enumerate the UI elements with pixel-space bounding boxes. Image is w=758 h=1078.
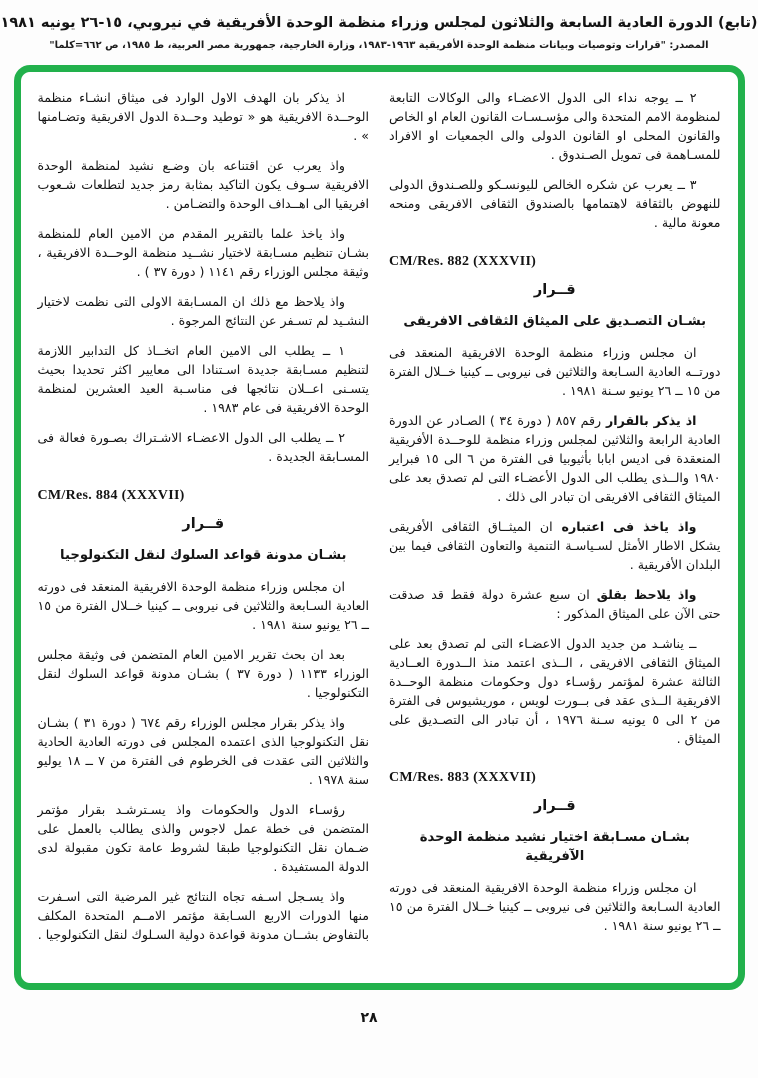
arabic-paragraph: ٣ ــ يعرب عن شكره الخالص لليونسـكو وللصـندوق الدولى للنهوض بالثقافة لاهتمامها بالصندوق الثقافى الافريقى ومنحه معونة مالية . xyxy=(389,177,721,230)
page-header xyxy=(0,0,758,51)
arabic-paragraph: واذ يلاحظ بقلق ان سبع عشرة دولة فقط قد صدقت حتى الآن على الميثاق المذكور : xyxy=(389,587,721,621)
decision-subject: بشـان التصـديق على الميثاق الثقافى الافريقى xyxy=(403,314,707,329)
content-frame xyxy=(14,65,745,990)
arabic-paragraph: ١ ــ يطلب الى الامين العام اتخــاذ كل التدابير اللازمة لتنظيم مسـابقة جديدة اسـتنادا الى معايير اكثر تحديدا بحيث يتسـنى اعــلان نتائجها فى مناسـبة العيد العشرين لمنظمة الوحدة الافريقية فى عام ١٩٨٣ . xyxy=(37,343,369,415)
arabic-paragraph: اذ يذكر بان الهدف الاول الوارد فى ميثاق انشـاء منظمة الوحــدة الافريقية هو « توطيد وحــدة الدول الافريقية وتضـامنها » . xyxy=(37,90,369,143)
arabic-paragraph: ٢ ــ يوجه نداء الى الدول الاعضـاء والى الوكالات التابعة لمنظومة الامم المتحدة والى مؤسـسـات القانون العام او الخاص والقانون المحلى او القانون الدولى والى الجمعيات او الافراد للمسـاهمة فى تمويل الصـندوق . xyxy=(389,90,721,162)
arabic-paragraph: رؤسـاء الدول والحكومات واذ يسـترشـد بقرار مؤتمر المتضمن فى خطة عمل لاجوس والذى يطالب بالعمل على ضـمان نقل التكنولوجيا طبقا لشروط عامة تكون مقبولة لدى الدولة المستفيدة . xyxy=(37,802,369,874)
page-number: ٢٨ xyxy=(360,1010,378,1026)
column-first xyxy=(389,88,721,983)
resolution-code: CM/Res. 882 (XXXVII) xyxy=(389,254,537,269)
paragraph-lead-bold: واذ يلاحظ بقلق xyxy=(589,587,697,602)
arabic-paragraph: واذ يسـجل اسـفه تجاه النتائج غير المرضية التى اسـفرت منها الدورات الاربع السـابقة مؤتمر الامــم المتحدة المكلف بالتفاوض بشــان مدونة قواعدة دولية السـلوك لنقل التكنولوجيا . xyxy=(37,889,369,942)
decision-title: قــرار xyxy=(182,516,225,532)
decision-title: قــرار xyxy=(533,282,576,298)
session-title: (تابع) الدورة العادية السابعة والثلاثون لمجلس وزراء منظمة الوحدة الأفريقية في نيروبي، ١٥-٢٦ يونيه ١٩٨١ xyxy=(0,15,758,31)
arabic-paragraph: ان مجلس وزراء منظمة الوحدة الافريقية المنعقد فى دورته العادية السـابعة والثلاثين فى نيروبى ــ كينيا خــلال الفترة من ١٥ ــ ٢٦ يونيو سنة ١٩٨١ . xyxy=(37,579,369,632)
paragraph-lead-bold: واذ ياخذ فى اعتباره xyxy=(552,519,697,534)
arabic-paragraph: ــ يناشـد من جديد الدول الاعضـاء التى لم تصدق بعد على الميثاق الثقافى الافريقى ، الــذى اعتمد منذ الــدورة العــادية الثالثة عشرة لمؤتمر رؤسـاء دول وحكومات منظمة الوحــدة الافريقية الــذى عقد فى بــورت لويس ، موريشيوس فى الفترة من ٢ الى ٥ يونيه سـنة ١٩٧٦ ، أن تبادر الى التصـديق على الميثاق . xyxy=(389,636,721,746)
decision-subject: بشـان مسـابقة اختيار نشيد منظمة الوحدة الآفريقية xyxy=(419,830,690,864)
arabic-paragraph: واذ ياخذ فى اعتباره ان الميثــاق الثقافى الأفريقى يشكل الاطار الأمثل لسـياسـة التنمية والتعاون الثقافى فيما بين البلدان الأفريقية . xyxy=(389,519,721,572)
decision-title: قــرار xyxy=(533,798,576,814)
paragraph-lead-bold: اذ يذكر بالقرار xyxy=(601,413,697,428)
column-second xyxy=(38,88,370,983)
arabic-paragraph: واذ يذكر بقرار مجلس الوزراء رقم ٦٧٤ ( دورة ٣١ ) بشـان نقل التكنولوجيا الذى اعتمده المجلس فى دورته العادية الحادية والثلاثين التى عقدت فى الخرطوم فى الفترة من ٧ ــ ١٨ يوليو سنة ١٩٧٨ . xyxy=(37,715,369,787)
resolution-code: CM/Res. 883 (XXXVII) xyxy=(389,770,537,785)
arabic-paragraph: واذ يعرب عن اقتناعه بان وضـع نشيد لمنظمة الوحدة الافريقية سـوف يكون التاكيد بمثابة رمز جديد لتطلعات شـعوب افريقيا الى اهــداف الوحدة والتضـامن . xyxy=(37,158,369,211)
decision-subject: بشـان مدونة قواعد السلوك لنقل التكنولوجيا xyxy=(60,548,347,563)
arabic-paragraph: اذ يذكر بالقرار رقم ٨٥٧ ( دورة ٣٤ ) الصـادر عن الدورة العادية الرابعة والثلاثين لمجلس وزراء منظمة للوحــدة الأفريقية المنعقدة فى اديس ابابا بأثيوبيا فى الفترة من ٦ الى ١٥ فبراير ١٩٨٠ والــذى يطلب الى الدول الأعضـاء التى لم تصدق بعد على الميثاق الثقافى الافريقى ان تبادر الى ذلك . xyxy=(389,413,721,504)
source-note: المصدر: "قرارات وتوصيات وبيانات منظمة الوحدة الأفريقية ١٩٦٣-١٩٨٣، وزارة الخارجية، جمهورية مصر العربية، ط ١٩٨٥، ص ٦٦٢=كلما" xyxy=(49,40,709,51)
arabic-paragraph: ٢ ــ يطلب الى الدول الاعضـاء الاشـتراك بصـورة فعالة فى المسـابقة الجديدة . xyxy=(37,430,369,464)
arabic-paragraph: واذ يلاحظ مع ذلك ان المسـابقة الاولى التى نظمت لاختيار النشـيد لم تسـفر عن النتائج المرجوة . xyxy=(37,294,369,328)
arabic-paragraph: ان مجلس وزراء منظمة الوحدة الافريقية المنعقد فى دورته العادية السـابعة والثلاثين فى نيروبى ــ كينيا خــلال الفترة من ١٥ ــ ٢٦ يونيو سنة ١٩٨١ . xyxy=(389,880,721,933)
arabic-paragraph: بعد ان بحث تقرير الامين العام المتضمن فى وثيقة مجلس الوزراء ١١٣٣ ( دورة ٣٧ ) بشـان مدونة قواعد السلوك لنقل التكنولوجيا . xyxy=(37,647,370,700)
arabic-paragraph: ان مجلس وزراء منظمة الوحدة الافريقية المنعقد فى دورتــه العادية السـابعة والثلاثين فى نيروبى ــ كينيا خــلال الفترة من ١٥ ــ ٢٦ يونيو سـنة ١٩٨١ . xyxy=(389,345,721,398)
resolution-code: CM/Res. 884 (XXXVII) xyxy=(37,488,185,503)
arabic-paragraph: واذ ياخذ علما بالتقرير المقدم من الامين العام للمنظمة بشـان تنظيم مسـابقة لاختيار نشــيد منظمة الوحــدة الافريقية ، وثيقة مجلس الوزراء رقم ١١٤١ ( دورة ٣٧ ) . xyxy=(37,226,369,279)
